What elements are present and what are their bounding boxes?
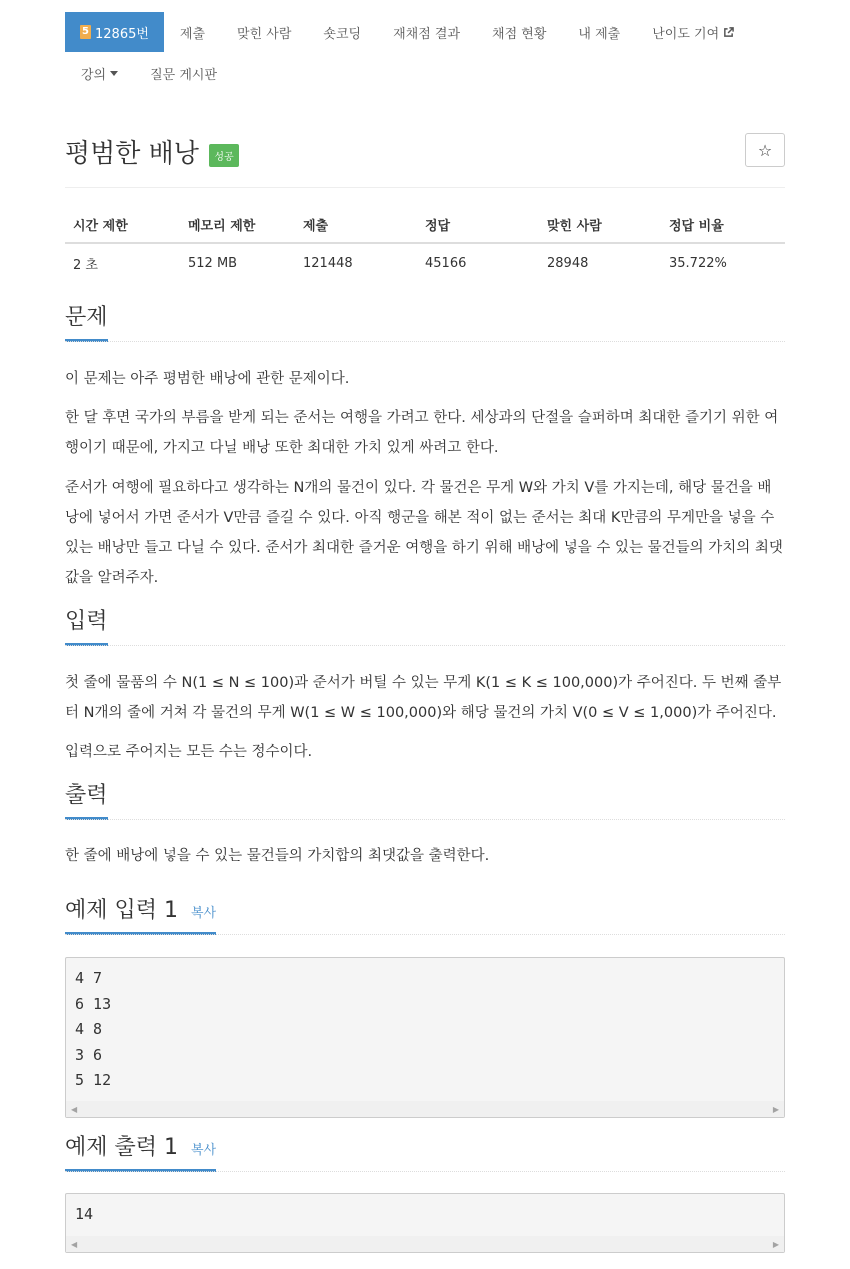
input-paragraph: 입력으로 주어지는 모든 수는 정수이다. <box>65 744 313 760</box>
output-paragraph: 한 줄에 배낭에 넣을 수 있는 물건들의 가치합의 최댓값을 출력한다. <box>65 848 490 864</box>
external-link-icon <box>723 27 734 38</box>
nav-problem-number[interactable] <box>65 12 164 52</box>
nav-lecture-label: 강의 <box>81 67 107 83</box>
table-row <box>65 243 785 282</box>
sample-output-code: 14 <box>75 1205 94 1223</box>
time-limit-value: 2 초 <box>73 257 98 273</box>
scroll-left-icon[interactable]: ◀ <box>71 1239 78 1249</box>
table-header-row <box>65 206 785 243</box>
input-title: 입력 <box>65 604 108 646</box>
sample-input-title: 예제 입력 1 <box>65 898 178 923</box>
horizontal-scrollbar[interactable] <box>66 1101 784 1117</box>
nav-difficulty-contribution[interactable] <box>636 12 750 52</box>
title-divider <box>65 187 785 188</box>
nav-my-submissions[interactable]: 내 제출 <box>578 26 621 42</box>
solved-users-value: 28948 <box>547 255 589 271</box>
nav-difficulty-label: 난이도 기여 <box>652 26 720 42</box>
sample-input-copy-link[interactable]: 복사 <box>191 906 217 921</box>
header-time-limit: 시간 제한 <box>65 206 180 243</box>
nav-problem-number-label: 12865번 <box>95 26 149 42</box>
description-section-header <box>65 300 785 342</box>
problem-info-table <box>65 206 785 282</box>
description-paragraph: 이 문제는 아주 평범한 배낭에 관한 문제이다. <box>65 371 350 387</box>
header-accepted: 정답 <box>417 206 539 243</box>
accept-ratio-value: 35.722% <box>669 255 727 271</box>
description-paragraph: 준서가 여행에 필요하다고 생각하는 N개의 물건이 있다. 각 물건은 무게 W와 가치 V를 가지는데, 해당 물건을 배낭에 넣어서 가면 준서가 V만큼 즐길 수 있다. 아직 행군을 해본 적이 없는 준서는 최대 K만큼의 무게만을 넣을 수 있는 배낭만 들고 다닐 수 있다. 준서가 최대한 즐거운 여행을 하기 위해 배낭에 넣을 수 있는 물건들의 가치의 최댓값을 알려주자. <box>65 480 783 586</box>
description-paragraph: 한 달 후면 국가의 부름을 받게 되는 준서는 여행을 가려고 한다. 세상과의 단절을 슬퍼하며 최대한 즐기기 위한 여행이기 때문에, 가지고 다닐 배낭 또한 최대한 가치 있게 싸려고 한다. <box>65 410 779 456</box>
submissions-value: 121448 <box>303 255 353 271</box>
nav-question-board[interactable]: 질문 게시판 <box>150 67 218 83</box>
header-memory-limit: 메모리 제한 <box>180 206 295 243</box>
sample-output-title: 예제 출력 1 <box>65 1135 178 1160</box>
scroll-right-icon[interactable]: ▶ <box>772 1104 779 1114</box>
header-accept-ratio: 정답 비율 <box>661 206 785 243</box>
header-submissions: 제출 <box>295 206 417 243</box>
input-paragraph: 첫 줄에 물품의 수 N(1 ≤ N ≤ 100)과 준서가 버틸 수 있는 무게 K(1 ≤ K ≤ 100,000)가 주어진다. 두 번째 줄부터 N개의 줄에 거쳐 각 물건의 무게 W(1 ≤ W ≤ 100,000)와 해당 물건의 가치 V(0 ≤ V ≤ 1,000)가 주어진다. <box>65 675 782 721</box>
scroll-left-icon[interactable]: ◀ <box>71 1104 78 1114</box>
nav-rejudge-result[interactable]: 재채점 결과 <box>393 26 461 42</box>
caret-down-icon <box>110 71 118 76</box>
problem-header <box>65 133 785 175</box>
nav-solved-users[interactable]: 맞힌 사람 <box>237 26 292 42</box>
memory-limit-value: 512 MB <box>188 255 238 271</box>
sample-input-heading <box>65 893 216 935</box>
scroll-right-icon[interactable]: ▶ <box>772 1239 779 1249</box>
sample-input-code: 4 7 6 13 4 8 3 6 5 12 <box>75 969 112 1089</box>
sample-output-section-header <box>65 1130 785 1172</box>
header-solved-users: 맞힌 사람 <box>539 206 661 243</box>
horizontal-scrollbar[interactable] <box>66 1236 784 1252</box>
tier-badge: 5 <box>80 25 91 39</box>
nav-lecture-dropdown[interactable] <box>65 53 134 93</box>
accepted-value: 45166 <box>425 255 467 271</box>
input-section-header <box>65 604 785 646</box>
sample-input-code-block[interactable] <box>65 957 785 1118</box>
sample-output-heading <box>65 1130 216 1172</box>
nav-submit[interactable]: 제출 <box>179 26 206 42</box>
nav-short-coding[interactable]: 숏코딩 <box>323 26 362 42</box>
sample-output-copy-link[interactable]: 복사 <box>191 1143 217 1158</box>
output-section-header <box>65 778 785 820</box>
output-title: 출력 <box>65 778 108 820</box>
nav-judge-status[interactable]: 채점 현황 <box>492 26 547 42</box>
favorite-star-button[interactable] <box>745 133 785 167</box>
status-badge: 성공 <box>209 144 238 167</box>
sample-input-section-header <box>65 893 785 935</box>
sample-output-code-block[interactable] <box>65 1193 785 1253</box>
problem-nav <box>65 12 785 93</box>
description-title: 문제 <box>65 300 108 342</box>
problem-title: 평범한 배낭 <box>65 139 199 169</box>
star-icon: ☆ <box>757 140 773 160</box>
